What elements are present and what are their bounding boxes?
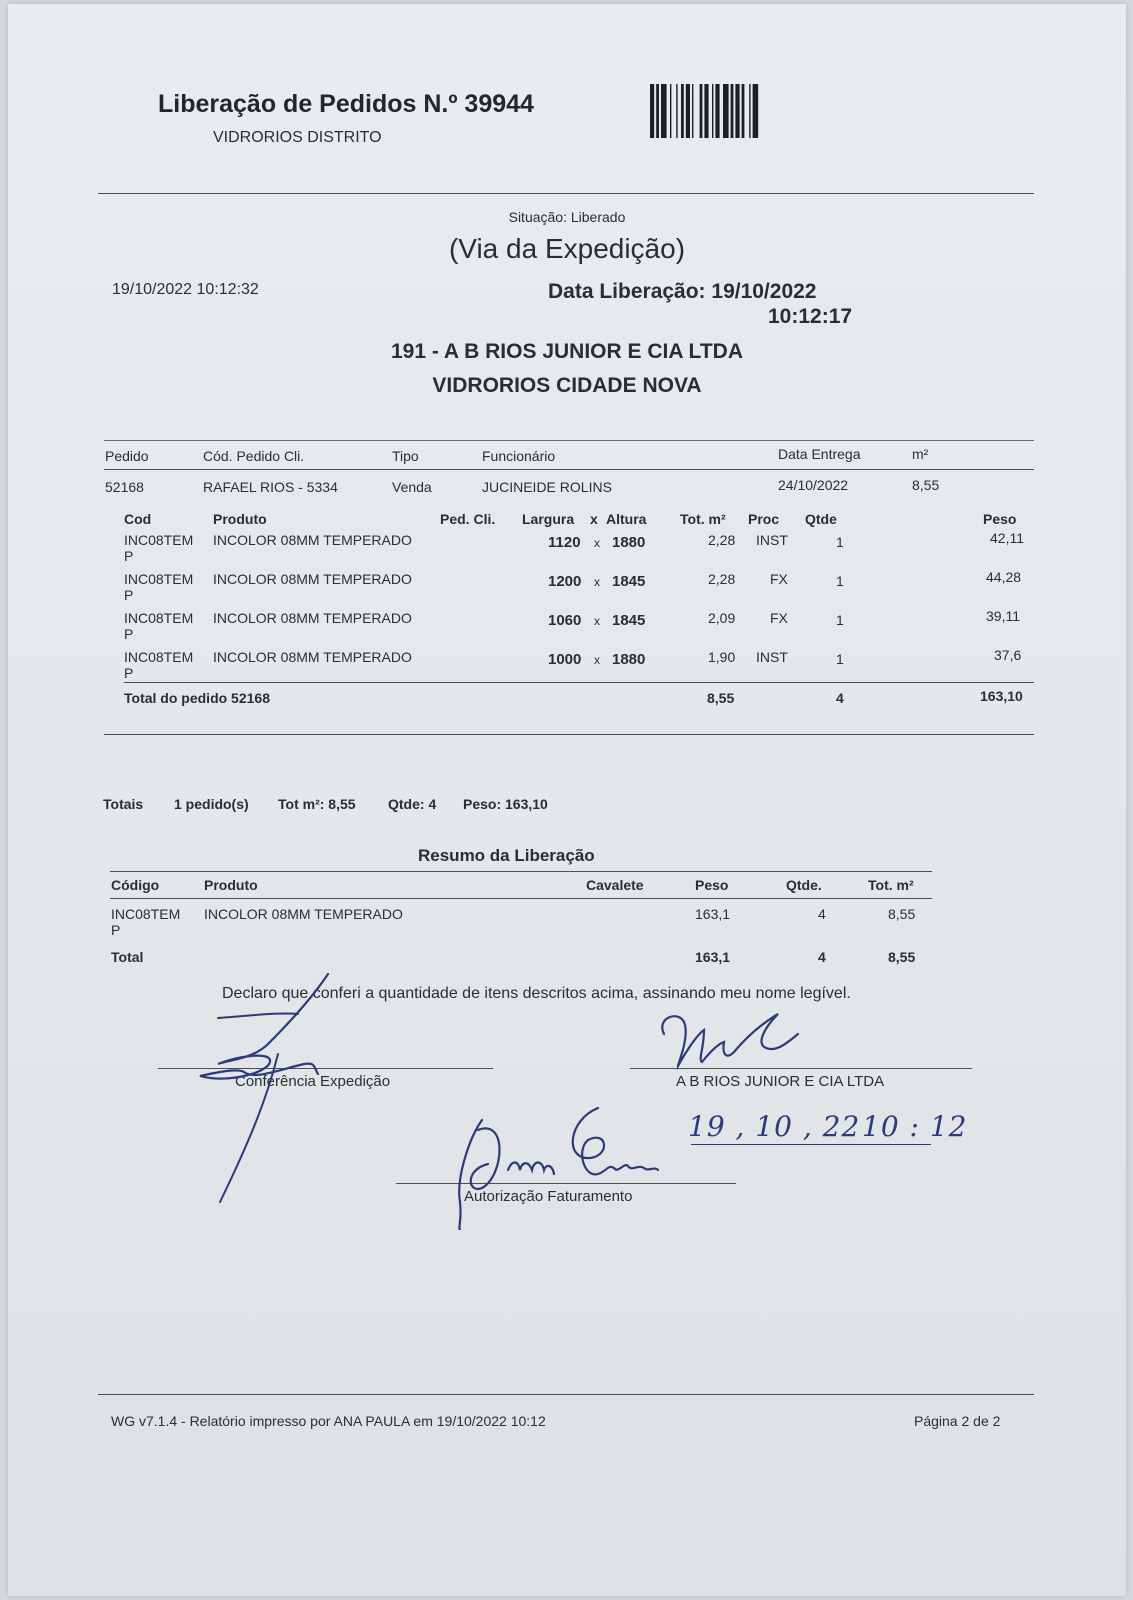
- order-total-m2: 8,55: [707, 690, 735, 706]
- resumo-col-cavalete: Cavalete: [586, 877, 644, 893]
- item-altura: 1880: [612, 651, 646, 668]
- col-data-entrega: Data Entrega: [778, 446, 861, 462]
- items-col-ped-cli: Ped. Cli.: [440, 511, 496, 527]
- order-bottom-line: [104, 734, 1034, 735]
- item-cod: INC08TEM: [124, 571, 194, 587]
- items-col-cod: Cod: [124, 511, 152, 527]
- item-qtde: 1: [836, 573, 844, 589]
- release-time: 10:12:17: [768, 305, 853, 328]
- item-proc: FX: [770, 610, 788, 626]
- resumo-total-peso: 163,1: [695, 949, 731, 965]
- item-qtde: 1: [836, 534, 844, 550]
- resumo-codigo: INC08TEM: [111, 906, 181, 922]
- barcode-icon: [650, 84, 816, 138]
- copy-type: (Via da Expedição): [448, 233, 686, 264]
- header-divider: [98, 193, 1034, 194]
- resumo-produto: INCOLOR 08MM TEMPERADO: [204, 906, 403, 922]
- resumo-total-label: Total: [111, 949, 144, 965]
- resumo-col-qtde: Qtde.: [786, 877, 822, 893]
- signature-cliente-icon: [638, 1004, 838, 1084]
- handwritten-time: 10 : 12: [862, 1110, 968, 1143]
- item-peso: 39,11: [986, 608, 1020, 624]
- declaration-text: Declaro que conferi a quantidade de itens descritos acima, assinando meu nome legível.: [222, 985, 851, 1002]
- item-proc: INST: [756, 532, 788, 548]
- status-text: Situação: Liberado: [508, 209, 626, 225]
- signature-conferencia-icon: [158, 964, 358, 1204]
- item-produto: INCOLOR 08MM TEMPERADO: [213, 532, 412, 548]
- totais-label: Totais: [103, 796, 144, 812]
- items-col-produto: Produto: [213, 511, 267, 527]
- item-produto: INCOLOR 08MM TEMPERADO: [213, 649, 412, 665]
- order-data-entrega: 24/10/2022: [778, 477, 849, 493]
- items-col-x: x: [590, 511, 598, 527]
- resumo-col-tot-m2: Tot. m²: [868, 877, 914, 893]
- item-largura: 1000: [548, 651, 582, 668]
- client-name: 191 - A B RIOS JUNIOR E CIA LTDA: [391, 340, 743, 363]
- company-name: VIDRORIOS DISTRITO: [213, 129, 382, 146]
- item-peso: 44,28: [986, 569, 1022, 585]
- resumo-total-m2: 8,55: [888, 949, 916, 965]
- order-total-label: Total do pedido 52168: [124, 690, 270, 706]
- items-col-peso: Peso: [983, 511, 1017, 527]
- resumo-col-codigo: Código: [111, 877, 160, 893]
- items-col-proc: Proc: [748, 511, 780, 527]
- totais-peso: Peso: 163,10: [463, 796, 548, 812]
- item-cod: INC08TEM: [124, 649, 194, 665]
- item-cod-wrap: P: [124, 665, 134, 681]
- item-cod: INC08TEM: [124, 610, 194, 626]
- resumo-header-line: [110, 898, 932, 899]
- signature-label-cliente: A B RIOS JUNIOR E CIA LTDA: [676, 1073, 885, 1090]
- col-cod-pedido-cli: Cód. Pedido Cli.: [203, 448, 305, 464]
- item-largura: 1120: [548, 534, 581, 551]
- order-top-line: [104, 440, 1034, 441]
- footer-divider: [98, 1394, 1034, 1395]
- order-tipo: Venda: [392, 479, 432, 495]
- item-tot-m2: 2,28: [708, 532, 736, 548]
- resumo-tot-m2: 8,55: [888, 906, 916, 922]
- item-cod: INC08TEM: [124, 532, 194, 548]
- col-tipo: Tipo: [392, 448, 419, 464]
- order-total-peso: 163,10: [980, 688, 1023, 704]
- footer-printed-by: WG v7.1.4 - Relatório impresso por ANA PAULA em 19/10/2022 10:12: [111, 1413, 546, 1429]
- totais-qtde: Qtde: 4: [388, 796, 437, 812]
- item-altura: 1845: [612, 612, 646, 629]
- items-col-qtde: Qtde: [805, 511, 837, 527]
- order-funcionario: JUCINEIDE ROLINS: [482, 479, 612, 495]
- signature-label-conferencia: Conferência Expedição: [235, 1073, 391, 1090]
- item-produto: INCOLOR 08MM TEMPERADO: [213, 571, 412, 587]
- resumo-codigo-wrap: P: [111, 922, 121, 938]
- item-altura: 1845: [612, 573, 646, 590]
- signature-label-autorizacao: Autorização Faturamento: [464, 1188, 633, 1205]
- item-largura: 1200: [548, 573, 582, 590]
- resumo-col-peso: Peso: [695, 877, 729, 893]
- order-header-line: [104, 469, 1034, 470]
- resumo-peso: 163,1: [695, 906, 731, 922]
- item-qtde: 1: [836, 612, 844, 628]
- col-funcionario: Funcionário: [482, 448, 556, 464]
- item-tot-m2: 2,09: [708, 610, 736, 626]
- resumo-top-line: [110, 871, 932, 872]
- item-proc: FX: [770, 571, 788, 587]
- item-proc: INST: [756, 649, 788, 665]
- client-store: VIDRORIOS CIDADE NOVA: [432, 374, 702, 397]
- resumo-qtde: 4: [818, 906, 826, 922]
- item-peso: 42,11: [990, 530, 1024, 546]
- item-x: x: [594, 575, 600, 589]
- order-total-qtde: 4: [836, 690, 844, 706]
- items-total-line: [124, 682, 1034, 683]
- item-peso: 37,6: [994, 647, 1022, 663]
- footer-page-number: Página 2 de 2: [914, 1413, 1001, 1429]
- col-pedido: Pedido: [105, 448, 149, 464]
- order-cod-pedido-cli: RAFAEL RIOS - 5334: [203, 479, 338, 495]
- resumo-total-qtde: 4: [818, 949, 826, 965]
- item-largura: 1060: [548, 612, 582, 629]
- release-date: Data Liberação: 19/10/2022: [548, 280, 817, 303]
- item-qtde: 1: [836, 651, 844, 667]
- items-col-tot-m2: Tot. m²: [680, 511, 726, 527]
- item-produto: INCOLOR 08MM TEMPERADO: [213, 610, 412, 626]
- item-cod-wrap: P: [124, 587, 134, 603]
- handwritten-date: 19 , 10 , 22: [688, 1110, 861, 1143]
- totais-pedidos: 1 pedido(s): [174, 796, 249, 812]
- items-col-altura: Altura: [606, 511, 647, 527]
- totais-m2: Tot m²: 8,55: [278, 796, 356, 812]
- item-x: x: [594, 614, 600, 628]
- col-m2: m²: [912, 446, 929, 462]
- item-cod-wrap: P: [124, 548, 134, 564]
- item-tot-m2: 2,28: [708, 571, 736, 587]
- resumo-col-produto: Produto: [204, 877, 258, 893]
- order-pedido: 52168: [105, 479, 144, 495]
- items-col-largura: Largura: [522, 511, 575, 527]
- item-x: x: [594, 536, 600, 550]
- order-m2: 8,55: [912, 477, 940, 493]
- document-page: [8, 4, 1126, 1596]
- item-tot-m2: 1,90: [708, 649, 736, 665]
- item-x: x: [594, 653, 600, 667]
- report-title: Liberação de Pedidos N.º 39944: [158, 90, 534, 118]
- resumo-title: Resumo da Liberação: [418, 846, 595, 865]
- handwritten-underline: [691, 1144, 931, 1145]
- item-altura: 1880: [612, 534, 646, 551]
- print-datetime: 19/10/2022 10:12:32: [112, 281, 259, 298]
- signature-autorizacao-icon: [448, 1100, 678, 1230]
- item-cod-wrap: P: [124, 626, 134, 642]
